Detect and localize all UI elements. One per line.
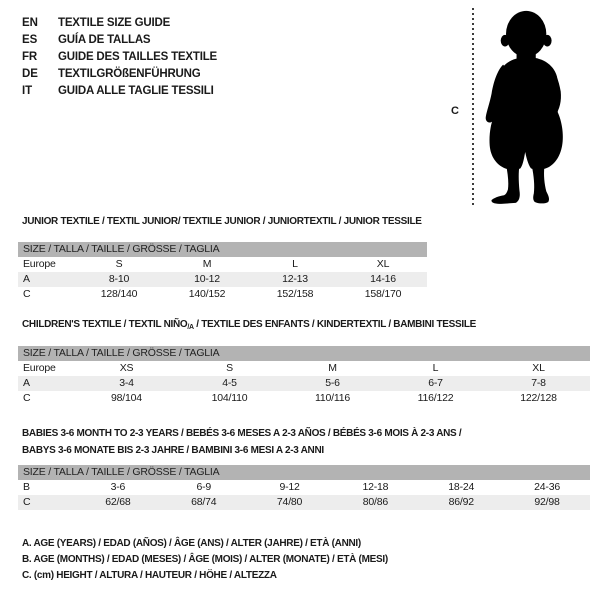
row-label: C bbox=[23, 496, 31, 508]
table-row bbox=[18, 361, 590, 376]
table-header-band: SIZE / TALLA / TAILLE / GRÖSSE / TAGLIA bbox=[18, 465, 590, 480]
table-cell: 9-12 bbox=[279, 481, 300, 493]
lang-code: FR bbox=[22, 51, 38, 63]
lang-row-en bbox=[22, 15, 217, 32]
table-cell: 8-10 bbox=[108, 273, 130, 285]
table-cell: 4-5 bbox=[222, 377, 237, 389]
table-cell: 24-36 bbox=[534, 481, 560, 493]
size-table-babies bbox=[18, 465, 590, 510]
table-cell: 68/74 bbox=[191, 496, 217, 508]
size-table-children bbox=[18, 346, 590, 406]
table-cell: 104/110 bbox=[211, 392, 248, 404]
lang-code: IT bbox=[22, 85, 33, 97]
table-row bbox=[18, 391, 590, 406]
row-label: A bbox=[23, 377, 30, 389]
table-cell: 116/122 bbox=[417, 392, 454, 404]
table-cell: 7-8 bbox=[531, 377, 546, 389]
table-cell: 92/98 bbox=[534, 496, 560, 508]
table-cell: 152/158 bbox=[276, 288, 314, 300]
row-label: A bbox=[23, 273, 30, 285]
table-row bbox=[18, 257, 427, 272]
table-cell: 5-6 bbox=[325, 377, 340, 389]
lang-title: GUIDE DES TAILLES TEXTILE bbox=[58, 51, 217, 63]
height-label-c: C bbox=[451, 105, 459, 117]
table-row bbox=[18, 495, 590, 510]
row-label: Europe bbox=[23, 258, 56, 270]
lang-title: TEXTILGRÖßENFÜHRUNG bbox=[58, 68, 201, 80]
table-row bbox=[18, 287, 427, 302]
table-cell: 12-13 bbox=[282, 273, 308, 285]
table-row bbox=[18, 480, 590, 495]
size-table-junior bbox=[18, 242, 427, 302]
language-header bbox=[22, 15, 217, 100]
table-cell: L bbox=[432, 362, 439, 374]
table-cell: 80/86 bbox=[362, 496, 389, 508]
lang-row-fr bbox=[22, 49, 217, 66]
section-title-subscript: /A bbox=[187, 324, 194, 331]
table-cell: 110/116 bbox=[315, 392, 350, 404]
table-cell: 140/152 bbox=[188, 288, 226, 300]
row-label: C bbox=[23, 392, 31, 404]
table-cell: 74/80 bbox=[276, 496, 303, 508]
baby-silhouette-icon bbox=[482, 5, 578, 205]
footnote-c: C. (cm) HEIGHT / ALTURA / HAUTEUR / HÖHE / ALTEZZA bbox=[22, 570, 277, 581]
lang-row-es bbox=[22, 32, 217, 49]
lang-code: DE bbox=[22, 68, 38, 80]
height-dotted-line bbox=[472, 8, 474, 206]
lang-title: TEXTILE SIZE GUIDE bbox=[58, 17, 171, 29]
table-cell: 86/92 bbox=[448, 496, 474, 508]
lang-row-de bbox=[22, 66, 217, 83]
lang-title: GUIDA ALLE TAGLIE TESSILI bbox=[58, 85, 214, 97]
table-cell: 18-24 bbox=[448, 481, 475, 493]
footnote-b: B. AGE (MONTHS) / EDAD (MESES) / ÂGE (MOIS) / ALTER (MONATE) / ETÀ (MESI) bbox=[22, 554, 388, 565]
row-label: B bbox=[23, 481, 30, 493]
table-cell: S bbox=[115, 258, 123, 270]
lang-code: EN bbox=[22, 17, 38, 29]
table-cell: S bbox=[226, 362, 233, 374]
table-cell: 6-7 bbox=[428, 377, 443, 389]
table-cell: 122/128 bbox=[520, 392, 557, 404]
row-label: Europe bbox=[23, 362, 56, 374]
table-cell: 62/68 bbox=[105, 496, 131, 508]
row-label: C bbox=[23, 288, 31, 300]
table-cell: 10-12 bbox=[194, 273, 220, 285]
footnote-a: A. AGE (YEARS) / EDAD (AÑOS) / ÂGE (ANS) / ALTER (JAHRE) / ETÀ (ANNI) bbox=[22, 538, 361, 549]
table-cell: 3-4 bbox=[119, 377, 134, 389]
table-header-band: SIZE / TALLA / TAILLE / GRÖSSE / TAGLIA bbox=[18, 346, 590, 361]
table-row bbox=[18, 272, 427, 287]
lang-code: ES bbox=[22, 34, 38, 46]
footnotes bbox=[22, 536, 388, 584]
section-title-junior: JUNIOR TEXTILE / TEXTIL JUNIOR/ TEXTILE JUNIOR / JUNIORTEXTIL / JUNIOR TESSILE bbox=[22, 216, 422, 227]
section-title-line2: BABYS 3-6 MONATE BIS 2-3 JAHRE / BAMBINI 3-6 MESI A 2-3 ANNI bbox=[22, 445, 324, 456]
table-cell: M bbox=[328, 362, 337, 374]
table-cell: XL bbox=[376, 258, 390, 270]
table-cell: XL bbox=[532, 362, 545, 374]
section-title-children bbox=[22, 319, 476, 331]
table-cell: M bbox=[202, 258, 212, 270]
table-cell: 128/140 bbox=[100, 288, 138, 300]
section-title-text: / TEXTILE DES ENFANTS / KINDERTEXTIL / BAMBINI TESSILE bbox=[193, 319, 477, 330]
table-row bbox=[18, 376, 590, 391]
lang-title: GUÍA DE TALLAS bbox=[58, 34, 151, 46]
table-cell: 6-9 bbox=[196, 481, 212, 493]
lang-row-it bbox=[22, 83, 217, 100]
table-cell: XS bbox=[119, 362, 134, 374]
table-cell: 3-6 bbox=[110, 481, 126, 493]
table-cell: 12-18 bbox=[362, 481, 389, 493]
table-cell: 14-16 bbox=[370, 273, 396, 285]
section-title-text: CHILDREN'S TEXTILE / TEXTIL NIÑO bbox=[22, 319, 188, 330]
table-cell: 158/170 bbox=[364, 288, 402, 300]
table-cell: L bbox=[292, 258, 298, 270]
table-cell: 98/104 bbox=[111, 392, 142, 404]
section-title-babies bbox=[22, 425, 461, 459]
table-header-band: SIZE / TALLA / TAILLE / GRÖSSE / TAGLIA bbox=[18, 242, 427, 257]
section-title-line1: BABIES 3-6 MONTH TO 2-3 YEARS / BEBÉS 3-6 MESES A 2-3 AÑOS / BÉBÉS 3-6 MOIS À 2-3 ANS / bbox=[22, 428, 462, 439]
